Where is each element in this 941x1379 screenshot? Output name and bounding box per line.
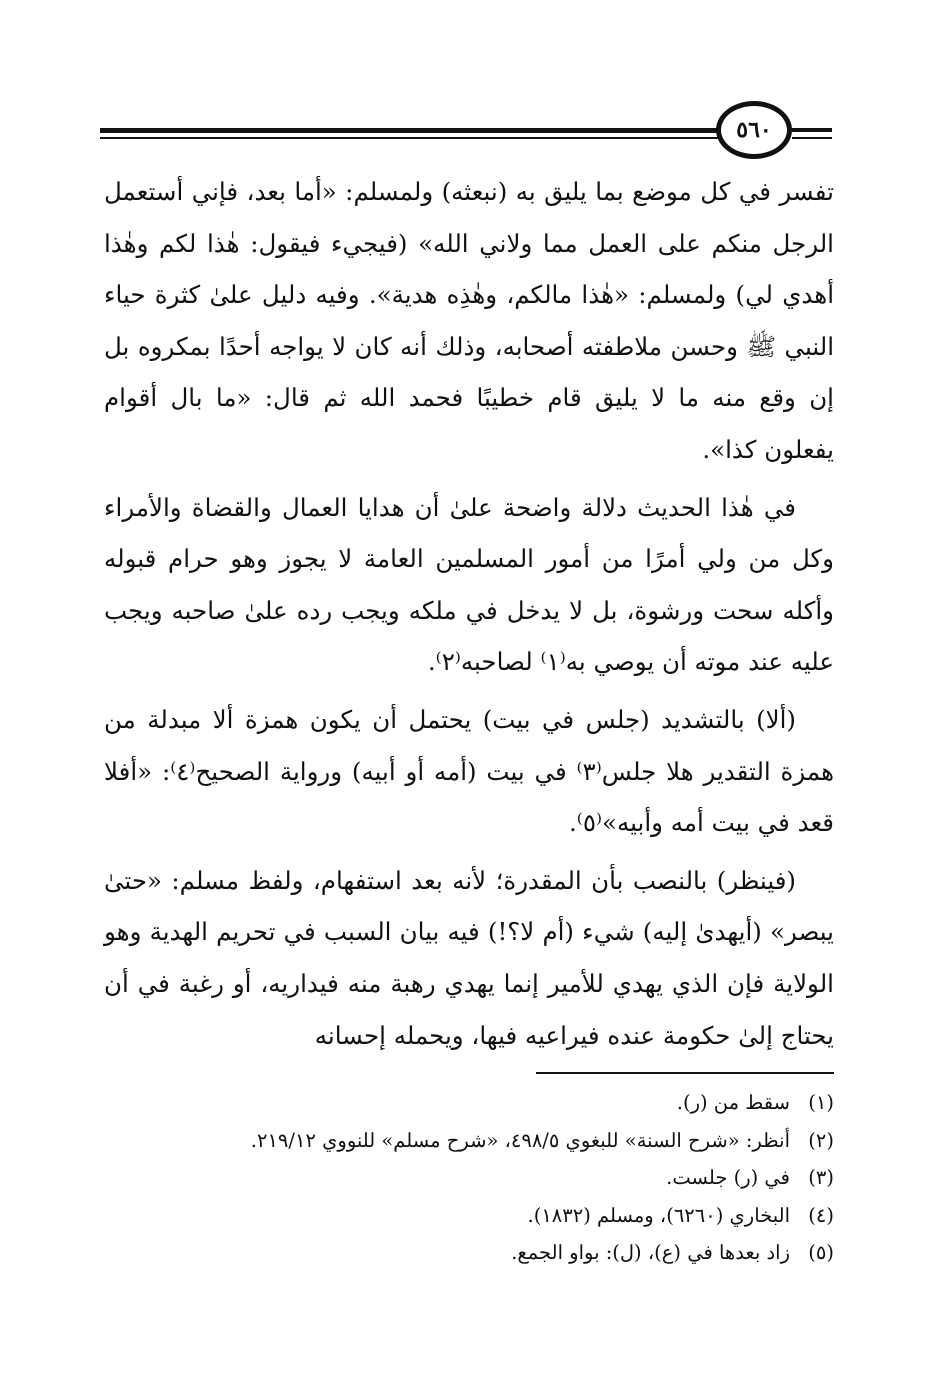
body-text — [104, 166, 834, 1061]
paragraph-2: في هٰذا الحديث دلالة واضحة علىٰ أن هدايا العمال والقضاة والأمراء وكل من ولي أمرًا من أمور المسلمين العامة لا يجوز وهو حرام قبوله وأكله سحت ورشوة، بل لا يدخل في ملكه ويجب رده علىٰ صاحبه ويجب عليه عند موته أن يوصي به⁽١⁾ لصاحبه⁽٢⁾. — [104, 492, 834, 677]
footnote-number: (٢) — [808, 1128, 834, 1152]
header-rule-thick — [100, 128, 724, 133]
footnote-text: زاد بعدها في (ع)، (ل): بواو الجمع. — [511, 1241, 790, 1264]
footnote-number: (١) — [808, 1091, 834, 1114]
footnote-separator — [536, 1072, 834, 1074]
footnote-text: أنظر: «شرح السنة» للبغوي ٤٩٨/٥، «شرح مسلم» للنووي ٢١٩/١٢. — [250, 1128, 790, 1152]
footnote-number: (٣) — [808, 1166, 834, 1189]
footnotes — [104, 1084, 834, 1272]
footnote-number: (٥) — [808, 1241, 834, 1264]
header-rule-right-thin — [792, 137, 832, 139]
footnote-item — [104, 1234, 834, 1272]
footnote-item — [104, 1197, 834, 1235]
footnote-item — [104, 1122, 834, 1160]
footnote-text: سقط من (ر). — [676, 1091, 790, 1114]
header-rule-thin — [100, 137, 724, 139]
paragraph-4: (فينظر) بالنصب بأن المقدرة؛ لأنه بعد استفهام، ولفظ مسلم: «حتىٰ يبصر» (أيهدىٰ إليه) شيء (أم لا؟!) فيه بيان السبب في تحريم الهدية وهو الولاية فإن الذي يهدي للأمير إنما يهدي رهبة منه فيداريه، أو رغبة في أن يحتاج إلىٰ حكومة عنده فيراعيه فيها، ويحمله إحسانه — [104, 865, 834, 1050]
page-number-badge — [716, 101, 792, 159]
page-number: ٥٦٠ — [736, 117, 772, 143]
footnote-item — [104, 1084, 834, 1122]
footnote-text: البخاري (٦٢٦٠)، ومسلم (١٨٣٢). — [527, 1203, 790, 1227]
footnote-text: في (ر) جلست. — [666, 1166, 790, 1189]
paragraph-3: (ألا) بالتشديد (جلس في بيت) يحتمل أن يكون همزة ألا مبدلة من همزة التقدير هلا جلس⁽٣⁾ في بيت (أمه أو أبيه) ورواية الصحيح⁽٤⁾: «أفلا قعد في بيت أمه وأبيه»⁽٥⁾. — [104, 704, 834, 838]
footnote-number: (٤) — [808, 1203, 834, 1227]
header-rule-right-thick — [792, 128, 832, 132]
paragraph-1: تفسر في كل موضع بما يليق به (نبعثه) ولمسلم: «أما بعد، فإني أستعمل الرجل منكم على العمل مما ولاني الله» (فيجيء فيقول: هٰذا لكم وهٰذا أهدي لي) ولمسلم: «هٰذا مالكم، وهٰذِه هدية». وفيه دليل علىٰ كثرة حياء النبي ﷺ وحسن ملاطفته أصحابه، وذلك أنه كان لا يواجه أحدًا بمكروه بل إن وقع منه ما لا يليق قام خطيبًا فحمد الله ثم قال: «ما بال أقوام يفعلون كذا». — [104, 177, 834, 464]
footnote-item — [104, 1159, 834, 1197]
